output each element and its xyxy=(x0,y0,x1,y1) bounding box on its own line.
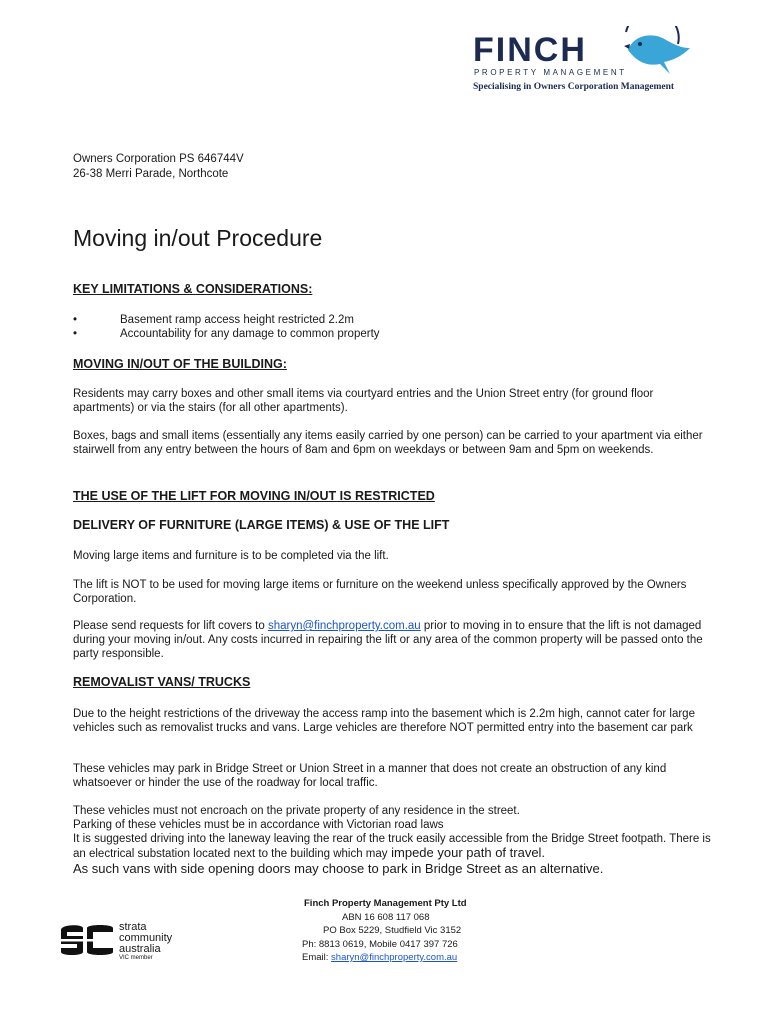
strata-community-australia-logo xyxy=(59,919,199,965)
logo-wordmark: FINCH xyxy=(473,31,587,69)
moving-heading: MOVING IN/OUT OF THE BUILDING: xyxy=(73,357,287,371)
bullet-marker: • xyxy=(73,314,78,326)
bullet-marker: • xyxy=(73,328,78,340)
footer-company: Finch Property Management Pty Ltd xyxy=(304,898,467,909)
address-line: 26-38 Merri Parade, Northcote xyxy=(73,168,229,180)
vans-paragraph-2: These vehicles may park in Bridge Street or Union Street in a manner that does not create an obstruction of any kind whatsoever or hinder the use of the roadway for local traffic. xyxy=(73,763,667,790)
removalist-heading: REMOVALIST VANS/ TRUCKS xyxy=(73,675,251,689)
footer xyxy=(280,897,510,965)
delivery-paragraph-1: Moving large items and furniture is to be completed via the lift. xyxy=(73,550,389,562)
footer-po-box: PO Box 5229, Studfield Vic 3152 xyxy=(323,925,462,936)
sca-mark-icon xyxy=(59,922,115,958)
finch-logo xyxy=(470,26,700,96)
page-title: Moving in/out Procedure xyxy=(73,225,323,251)
logo-tagline: Specialising in Owners Corporation Management xyxy=(473,82,675,92)
sca-line-2: community xyxy=(119,932,173,944)
bullet-item: Accountability for any damage to common property xyxy=(120,328,380,340)
vans-p5-large-text: impede your path of travel. xyxy=(387,845,546,861)
moving-paragraph-2: Boxes, bags and small items (essentially any items easily carried by one person) can be carried to your apartment via either stairwell from any entry between the hours of 8am and 6pm on weekdays or between 9am and 5pm on weekends. xyxy=(73,430,703,457)
footer-abn: ABN 16 608 117 068 xyxy=(342,911,430,923)
vans-paragraph-1: Due to the height restrictions of the driveway the access ramp into the basement which is 2.2m high, cannot cater for large vehicles such as removalist trucks and vans. Large vehicles are therefore NOT permitted entry into the basement car park xyxy=(73,708,695,735)
lift-covers-email-link[interactable]: sharyn@finchproperty.com.au xyxy=(267,620,421,632)
footer-email-link[interactable]: sharyn@finchproperty.com.au xyxy=(331,952,458,963)
delivery-heading: DELIVERY OF FURNITURE (LARGE ITEMS) & USE OF THE LIFT xyxy=(73,518,450,532)
owners-corporation-line: Owners Corporation PS 646744V xyxy=(73,153,244,165)
vans-paragraph-5 xyxy=(73,832,713,861)
delivery-paragraph-2: The lift is NOT to be used for moving large items or furniture on the weekend unless specifically approved by the Owners Corporation. xyxy=(73,579,687,606)
delivery-p3-before: Please send requests for lift covers to xyxy=(73,620,268,632)
lift-restricted-heading: THE USE OF THE LIFT FOR MOVING IN/OUT IS RESTRICTED xyxy=(73,489,435,503)
vans-paragraph-3: These vehicles must not encroach on the private property of any residence in the street. xyxy=(73,805,520,817)
footer-email-line xyxy=(280,951,510,965)
logo-subtitle: PROPERTY MANAGEMENT xyxy=(474,68,627,77)
bullet-item: Basement ramp access height restricted 2.2m xyxy=(120,314,354,326)
key-limitations-heading: KEY LIMITATIONS & CONSIDERATIONS: xyxy=(73,282,313,296)
sca-line-1: strata xyxy=(119,921,147,933)
vans-paragraph-4: Parking of these vehicles must be in accordance with Victorian road laws xyxy=(73,819,444,831)
footer-email-label: Email: xyxy=(302,952,332,963)
vans-p5-text: It is suggested driving into the laneway leaving the rear of the truck easily accessible from the Bridge Street footpath. There is an electrical substation located next to the building which may xyxy=(73,833,711,861)
footer-phone: Ph: 8813 0619, Mobile 0417 397 726 xyxy=(302,938,458,950)
moving-paragraph-1: Residents may carry boxes and other small items via courtyard entries and the Union Street entry (for ground floor apartments) or via the stairs (for all other apartments). xyxy=(73,388,654,415)
vans-paragraph-6: As such vans with side opening doors may choose to park in Bridge Street as an alternative. xyxy=(73,861,604,876)
sca-line-3: australia xyxy=(119,943,161,955)
sca-line-4: VIC member xyxy=(119,955,153,961)
delivery-paragraph-3 xyxy=(73,619,713,662)
delivery-p3-after: prior to moving in to ensure that the lift is not damaged during your moving in/out. Any costs incurred in repairing the lift or any area of the common property will be passed onto the party responsible. xyxy=(73,620,703,661)
bird-logo-icon xyxy=(620,26,700,86)
